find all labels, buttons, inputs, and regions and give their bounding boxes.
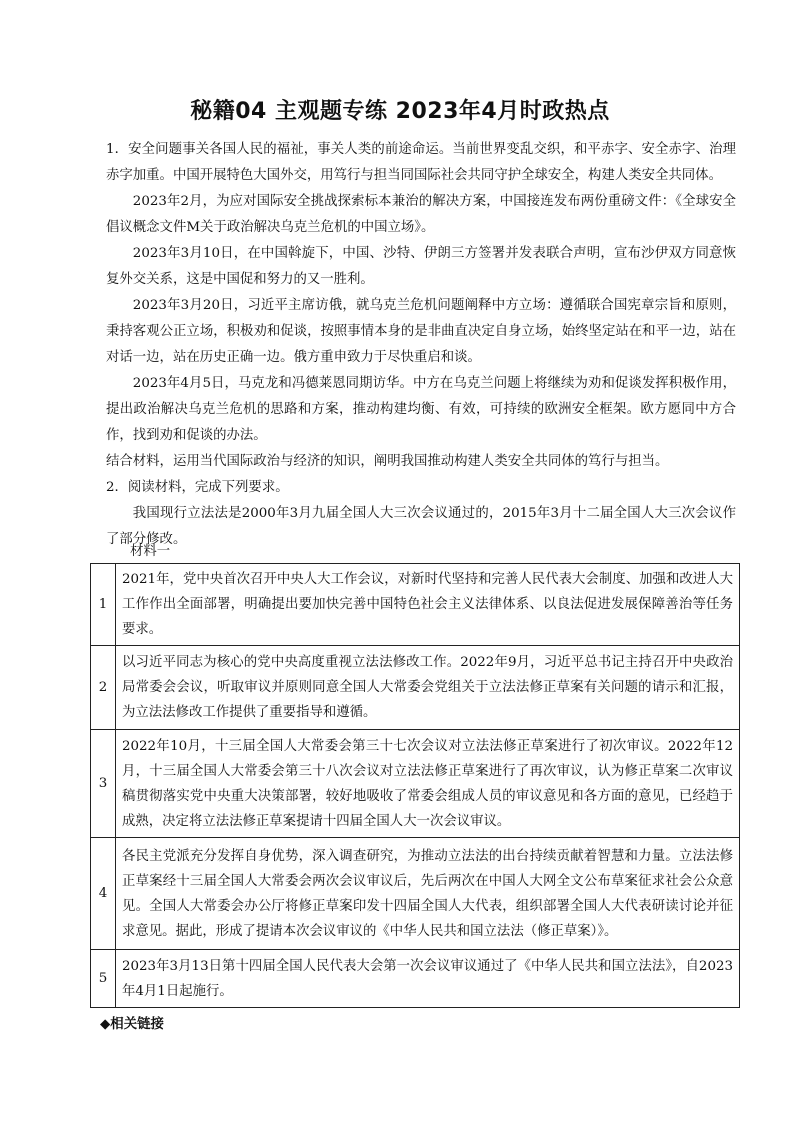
q2-background: 我国现行立法法是2000年3月九届全国人大三次会议通过的，2015年3月十二届全国人大三次会议作了部分修改。 [106, 506, 736, 547]
related-link-heading: ◆相关链接 [100, 1017, 164, 1032]
row-text: 以习近平同志为核心的党中央高度重视立法法修改工作。2022年9月，习近平总书记主持召开中央政治局常委会会议，听取审议并原则同意全国人大常委会党组关于立法法修正草案有关问题的请示和汇报，为立法法修改工作提供了重要指导和遵循。 [116, 646, 740, 730]
table-row [91, 564, 740, 646]
table-row [91, 730, 740, 838]
row-number: 2 [91, 646, 116, 730]
row-text: 2023年3月13日第十四届全国人民代表大会第一次会议审议通过了《中华人民共和国立法法》，自2023年4月1日起施行。 [116, 950, 740, 1008]
row-number: 1 [91, 564, 116, 646]
q1-intro: 1．安全问题事关各国人民的福祉，事关人类的前途命运。当前世界变乱交织，和平赤字、安全赤字、治理赤字加重。中国开展特色大国外交，用笃行与担当同国际社会共同守护全球安全，构建人类安全共同体。 [106, 142, 736, 183]
table-row [91, 838, 740, 950]
material-table [90, 563, 740, 1008]
row-text: 2022年10月，十三届全国人大常委会第三十七次会议对立法法修正草案进行了初次审议。2022年12月，十三届全国人大常委会第三十八次会议对立法法修正草案进行了再次审议，认为修正草案二次审议稿贯彻落实党中央重大决策部署，较好地吸收了常委会组成人员的审议意见和各方面的意见，已经趋于成熟，决定将立法法修正草案提请十四届全国人大一次会议审议。 [116, 730, 740, 838]
q1-paragraph-4: 2023年4月5日，马克龙和冯德莱恩同期访华。中方在乌克兰问题上将继续为劝和促谈发挥积极作用，提出政治解决乌克兰危机的思路和方案，推动构建均衡、有效，可持续的欧洲安全框架。欧方愿同中方合作，找到劝和促谈的办法。 [106, 376, 736, 443]
row-text: 2021年，党中央首次召开中央人大工作会议，对新时代坚持和完善人民代表大会制度、加强和改进人大工作作出全面部署，明确提出要加快完善中国特色社会主义法律体系、以良法促进发展保障善治等任务要求。 [116, 564, 740, 646]
q1-paragraph-3: 2023年3月20日，习近平主席访俄，就乌克兰危机问题阐释中方立场：遵循联合国宪章宗旨和原则，秉持客观公正立场，积极劝和促谈，按照事情本身的是非曲直决定自身立场，始终坚定站在和平一边，站在对话一边，站在历史正确一边。俄方重申致力于尽快重启和谈。 [106, 298, 736, 365]
table-row [91, 646, 740, 730]
q1-paragraph-1: 2023年2月，为应对国际安全挑战探索标本兼治的解决方案，中国接连发布两份重磅文件：《全球安全倡议概念文件M关于政治解决乌克兰危机的中国立场》。 [106, 194, 736, 235]
q1-paragraph-2: 2023年3月10日，在中国斡旋下，中国、沙特、伊朗三方签署并发表联合声明，宣布沙伊双方同意恢复外交关系，这是中国促和努力的又一胜利。 [106, 246, 736, 287]
row-number: 5 [91, 950, 116, 1008]
page-title: 秘籍04 主观题专练 2023年4月时政热点 [190, 99, 610, 124]
row-text: 各民主党派充分发挥自身优势，深入调查研究，为推动立法法的出台持续贡献着智慧和力量。立法法修正草案经十三届全国人大常委会两次会议审议后，先后两次在中国人大网全文公布草案征求社会公众意见。全国人大常委会办公厅将修正草案印发十四届全国人大代表，组织部署全国人大代表研读讨论并征求意见。据此，形成了提请本次会议审议的《中华人民共和国立法法（修正草案）》。 [116, 838, 740, 950]
q1-question: 结合材料，运用当代国际政治与经济的知识，阐明我国推动构建人类安全共同体的笃行与担当。 [106, 454, 669, 469]
row-number: 4 [91, 838, 116, 950]
q2-intro: 2．阅读材料，完成下列要求。 [106, 480, 289, 495]
table-row [91, 950, 740, 1008]
row-number: 3 [91, 730, 116, 838]
material-label: 材料一 [130, 544, 171, 559]
